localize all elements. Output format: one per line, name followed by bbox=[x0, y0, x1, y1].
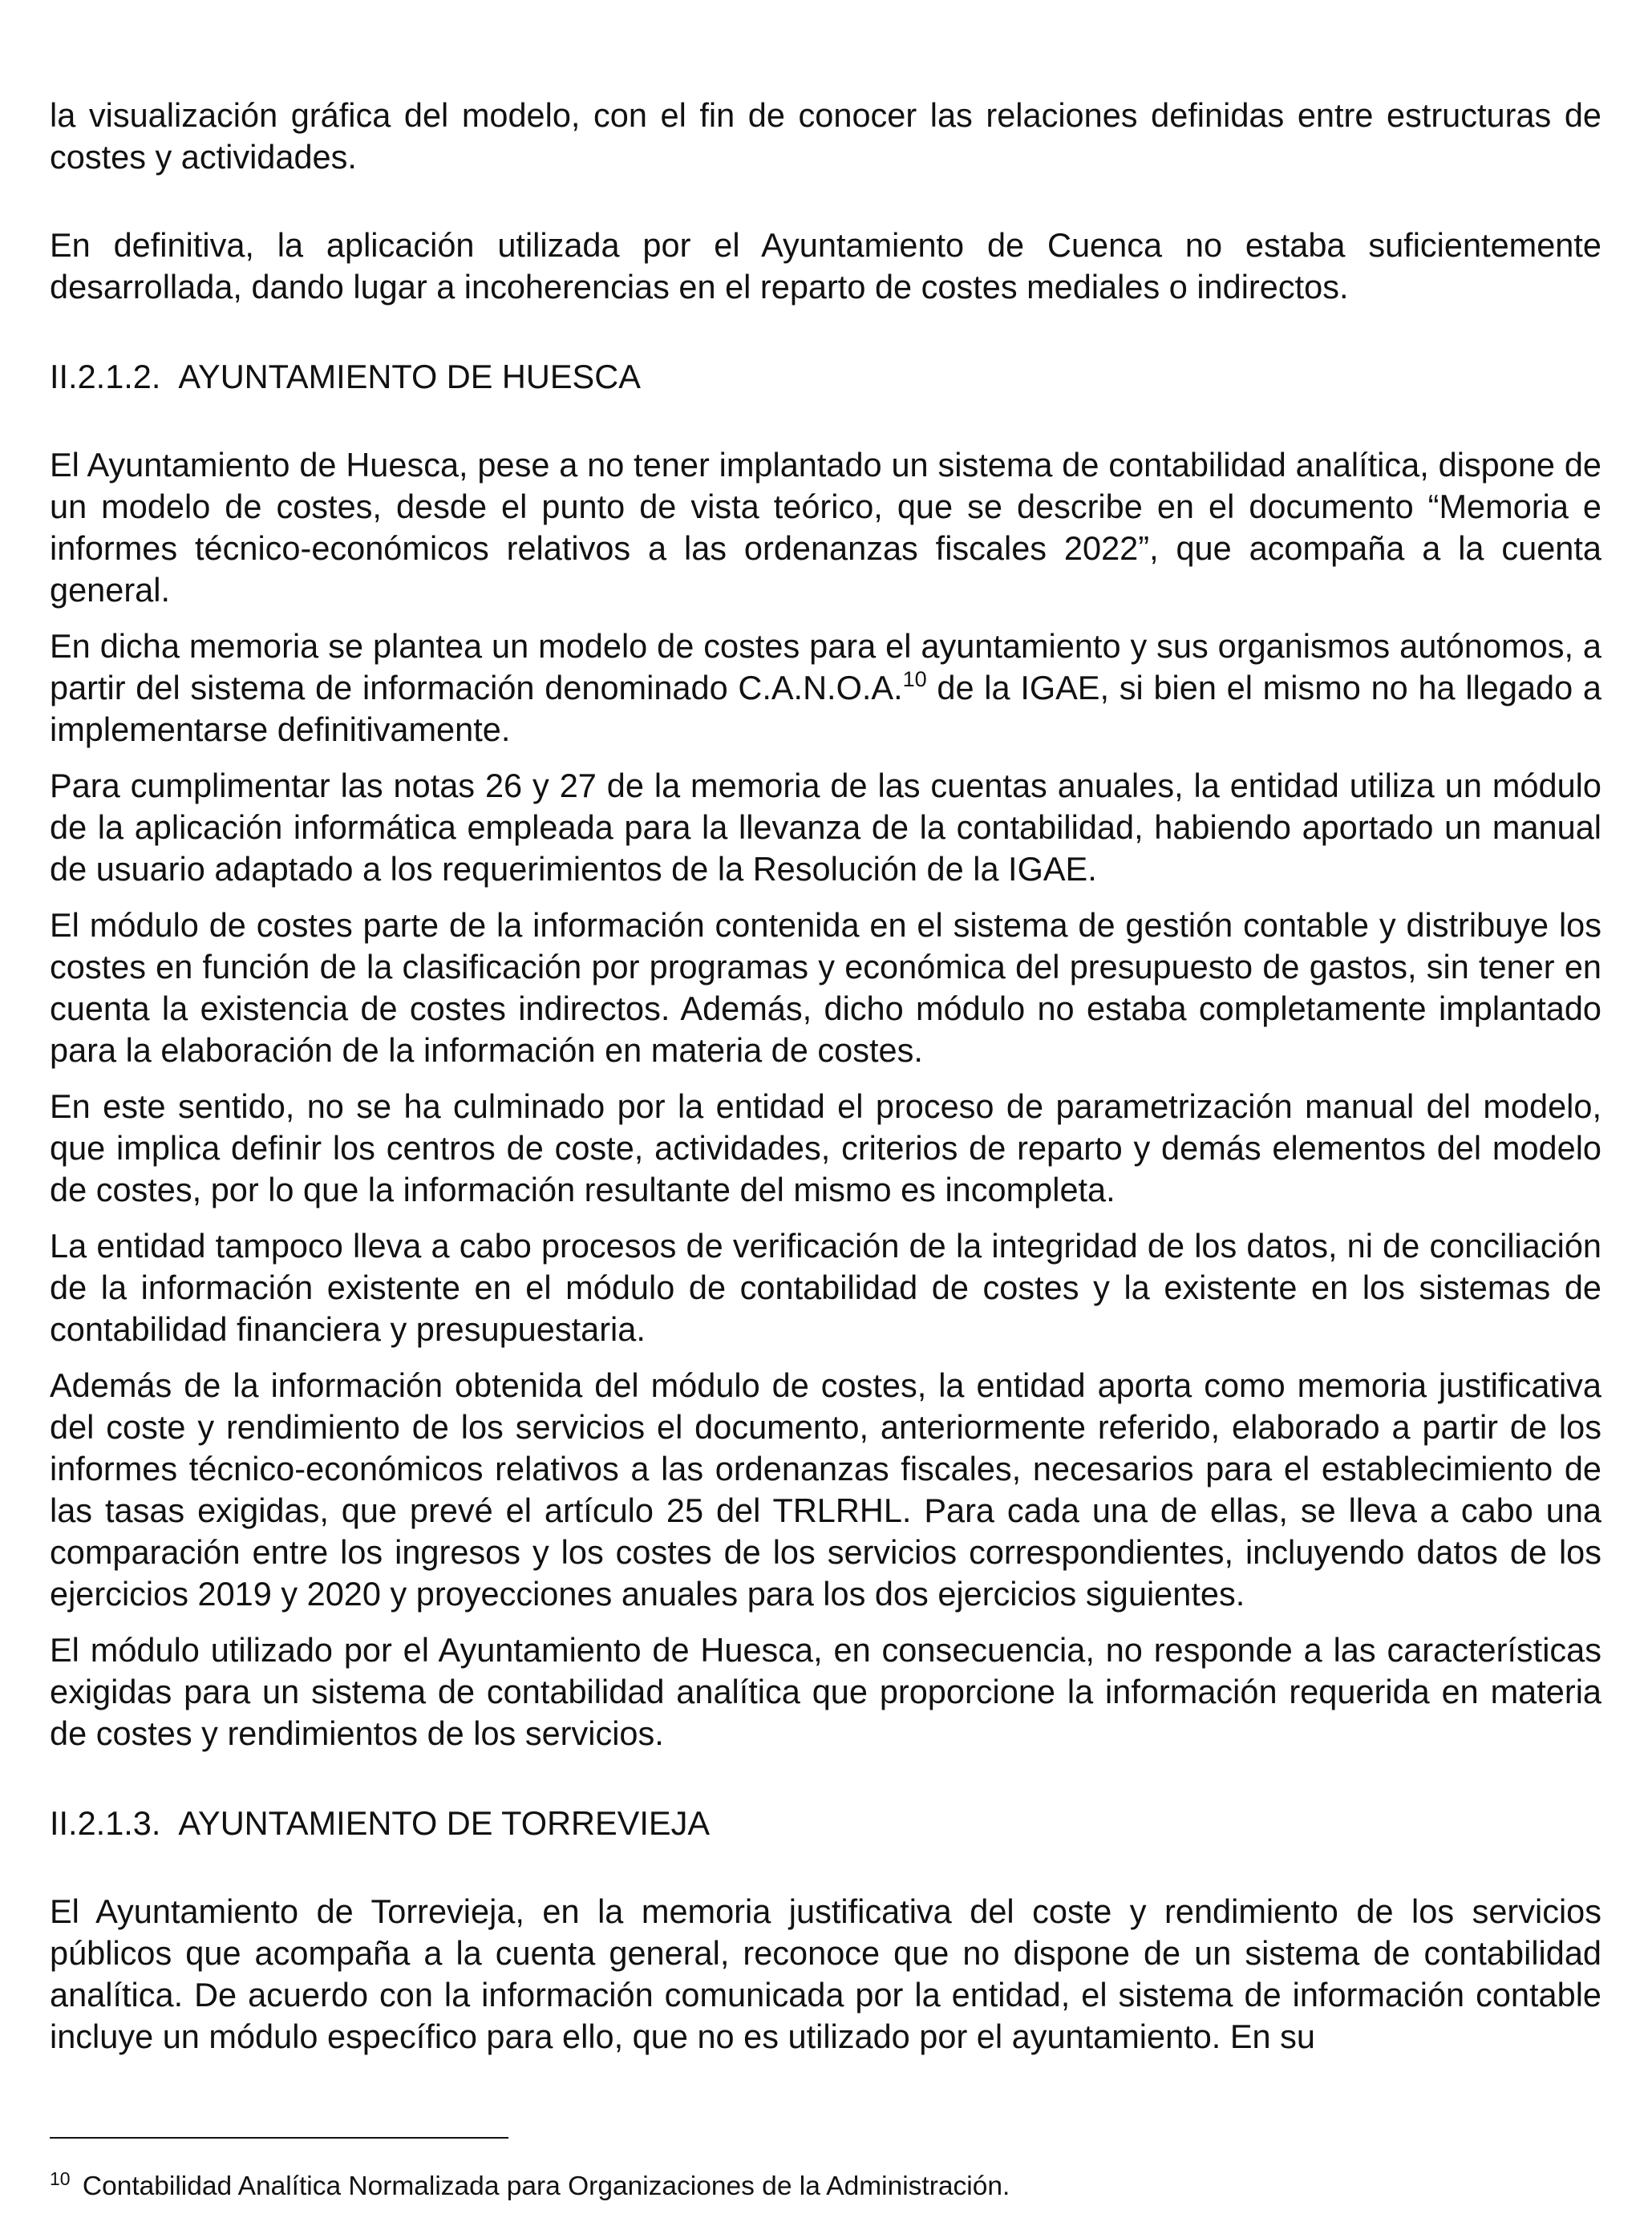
paragraph-continuation: la visualización gráfica del modelo, con el fin de conocer las relaciones definidas entre estructuras de costes y actividades. bbox=[50, 96, 1601, 176]
paragraph-huesca-1: El Ayuntamiento de Huesca, pese a no tener implantado un sistema de contabilidad analítica, dispone de un modelo de costes, desde el punto de vista teórico, que se describe en el documento “Memoria e informes técnico-económicos relativos a las ordenanzas fiscales 2022”, que acompaña a la cuenta general. bbox=[50, 446, 1601, 609]
paragraph-huesca-2 bbox=[50, 625, 1601, 751]
section-title: AYUNTAMIENTO DE TORREVIEJA bbox=[178, 1804, 711, 1842]
footnote-text: Contabilidad Analítica Normalizada para Organizaciones de la Administración. bbox=[75, 2171, 1010, 2201]
footnote-reference[interactable]: 10 bbox=[902, 667, 927, 691]
footnote bbox=[50, 2168, 1601, 2203]
section-number: II.2.1.3. bbox=[50, 1804, 161, 1842]
document-page bbox=[50, 95, 1601, 2058]
footnote-marker: 10 bbox=[50, 2168, 71, 2189]
paragraph-huesca-7: Además de la información obtenida del módulo de costes, la entidad aporta como memoria justificativa del coste y rendimiento de los servicios el documento, anteriormente referido, elaborado a partir de los informes técnico-económicos relativos a las ordenanzas fiscales, necesarios para el establecimiento de las tasas exigidas, que prevé el artículo 25 del TRLRHL. Para cada una de ellas, se lleva a cabo una comparación entre los ingresos y los costes de los servicios correspondientes, incluyendo datos de los ejercicios 2019 y 2020 y proyecciones anuales para los dos ejercicios siguientes. bbox=[50, 1366, 1601, 1613]
section-title: AYUNTAMIENTO DE HUESCA bbox=[178, 358, 641, 395]
paragraph-huesca-4: El módulo de costes parte de la información contenida en el sistema de gestión contable y distribuye los costes en función de la clasificación por programas y económica del presupuesto de gastos, sin tener en cuenta la existencia de costes indirectos. Además, dicho módulo no estaba completamente implantado para la elaboración de la información en materia de costes. bbox=[50, 906, 1601, 1069]
paragraph-text: de la IGAE, si bien el mismo no ha llegado a implementarse definitivamente. bbox=[50, 669, 1602, 748]
paragraph-cuenca-conclusion: En definitiva, la aplicación utilizada por el Ayuntamiento de Cuenca no estaba suficientemente desarrollada, dando lugar a incoherencias en el reparto de costes mediales o indirectos. bbox=[50, 226, 1601, 306]
section-heading-huesca bbox=[50, 356, 1601, 398]
section-number: II.2.1.2. bbox=[50, 358, 161, 395]
paragraph-huesca-8: El módulo utilizado por el Ayuntamiento de Huesca, en consecuencia, no responde a las características exigidas para un sistema de contabilidad analítica que proporcione la información requerida en materia de costes y rendimientos de los servicios. bbox=[50, 1631, 1601, 1752]
paragraph-huesca-3: Para cumplimentar las notas 26 y 27 de la memoria de las cuentas anuales, la entidad utiliza un módulo de la aplicación informática empleada para la llevanza de la contabilidad, habiendo aportado un manual de usuario adaptado a los requerimientos de la Resolución de la IGAE. bbox=[50, 767, 1601, 888]
paragraph-huesca-5: En este sentido, no se ha culminado por la entidad el proceso de parametrización manual del modelo, que implica definir los centros de coste, actividades, criterios de reparto y demás elementos del modelo de costes, por lo que la información resultante del mismo es incompleta. bbox=[50, 1087, 1601, 1208]
footnote-separator bbox=[50, 2137, 508, 2139]
paragraph-text: En dicha memoria se plantea un modelo de costes para el ayuntamiento y sus organismos autónomos, a partir del sistema de información denominado C.A.N.O.A. bbox=[50, 627, 1601, 706]
section-heading-torrevieja bbox=[50, 1803, 1601, 1844]
paragraph-torrevieja-1: El Ayuntamiento de Torrevieja, en la memoria justificativa del coste y rendimiento de los servicios públicos que acompaña a la cuenta general, reconoce que no dispone de un sistema de contabilidad analítica. De acuerdo con la información comunicada por la entidad, el sistema de información contable incluye un módulo específico para ello, que no es utilizado por el ayuntamiento. En su bbox=[50, 1892, 1601, 2055]
paragraph-huesca-6: La entidad tampoco lleva a cabo procesos de verificación de la integridad de los datos, ni de conciliación de la información existente en el módulo de contabilidad de costes y la existente en los sistemas de contabilidad financiera y presupuestaria. bbox=[50, 1227, 1601, 1348]
